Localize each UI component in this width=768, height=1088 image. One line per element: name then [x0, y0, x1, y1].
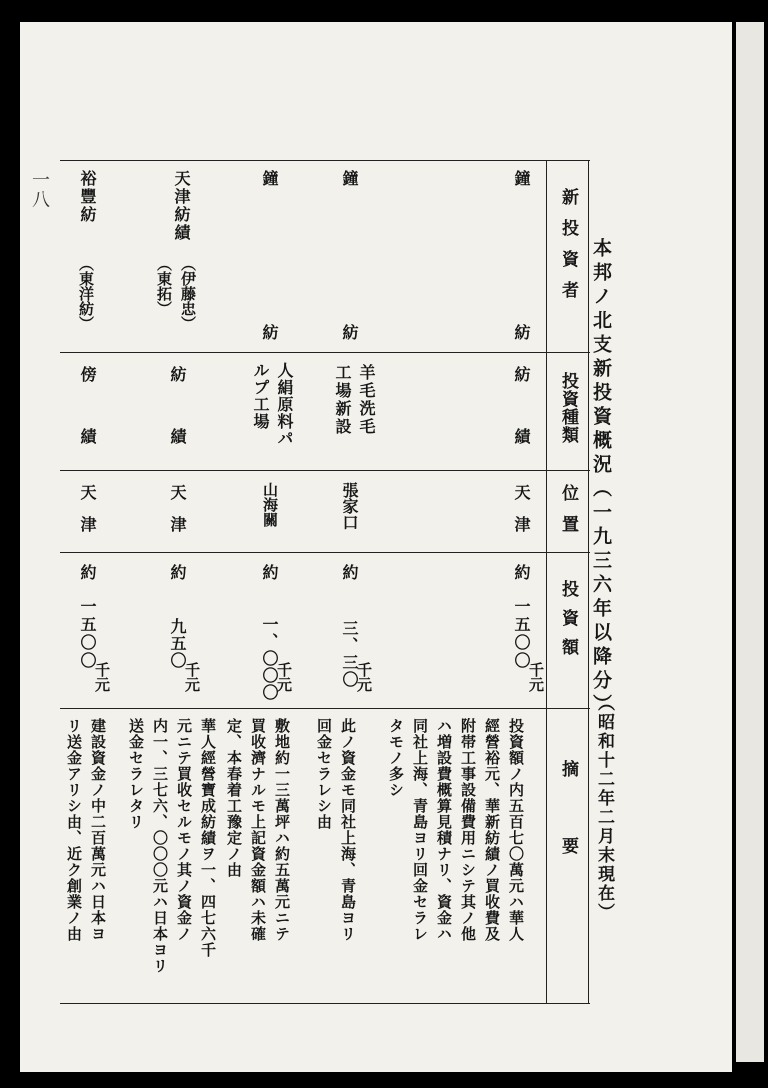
page-title: 本邦ノ北支新投資概況（一九三六年以降分） — [590, 238, 612, 718]
investor-suffix: 紡 — [340, 324, 359, 340]
investor-name: 天津紡績 — [172, 170, 191, 242]
next-page-edge — [736, 22, 764, 1062]
amount-value: 一、〇〇〇 — [260, 616, 279, 701]
investor-suffix: 紡 — [260, 324, 279, 340]
amount-value: 一五〇〇 — [512, 598, 531, 670]
header-amount: 投資額 — [558, 580, 578, 667]
amount-unit: 千元 — [355, 662, 373, 692]
investment-type: 人絹原料パ ルプ工場 — [251, 362, 294, 447]
investor-parent: （東洋紡） — [77, 256, 95, 331]
location: 山海關 — [261, 482, 279, 527]
amount-prefix: 約 — [168, 564, 187, 580]
summary: 此ノ資金モ同社上海、青島ヨリ 回金セラレシ由 — [315, 718, 357, 942]
summary: 敷地約一三萬坪ハ約五萬元ニテ 買收濟ナルモ上記資金額ハ未確 定、本春着工豫定ノ由 — [225, 718, 291, 942]
amount-prefix: 約 — [78, 564, 97, 580]
summary: 建設資金ノ中二百萬元ハ日本ヨ リ送金アリシ由、近ク創業ノ由 — [65, 718, 107, 942]
header-location: 位置 — [558, 484, 578, 546]
date-note: （昭和十二年二月末現在） — [594, 694, 614, 922]
investment-type: 紡績 — [512, 366, 531, 490]
location: 天津 — [168, 484, 187, 548]
investor-name: 鐘 — [260, 170, 279, 186]
location: 天津 — [512, 484, 531, 548]
investor-name: 鐘 — [512, 170, 531, 186]
location: 張家口 — [340, 482, 359, 530]
investor-parent: （伊藤忠）（東拓） — [155, 256, 197, 331]
investor-name: 鐘 — [340, 170, 359, 186]
header-summary: 摘要 — [558, 760, 578, 914]
amount-unit: 千元 — [93, 662, 111, 692]
header-investor: 新投資者 — [558, 188, 578, 312]
summary: 投資額ノ内五百七〇萬元ハ華人 經營裕元、華新紡績ノ買收費及 附帯工事設備費用ニシテ其ノ他 ハ増設費概算見積ナリ、資金ハ 同社上海、青島ヨリ回金セラレ タモノ多シ — [387, 718, 525, 942]
amount-unit: 千元 — [527, 662, 545, 692]
amount-prefix: 約 — [512, 564, 531, 580]
investment-type: 羊毛洗毛 工場新設 — [333, 364, 376, 436]
amount-prefix: 約 — [340, 564, 359, 580]
amount-unit: 千元 — [183, 662, 201, 692]
investor-name: 裕豐紡 — [78, 170, 97, 224]
amount-value: 九五〇 — [168, 618, 187, 669]
amount-value: 一五〇〇 — [78, 598, 97, 670]
location: 天津 — [78, 484, 97, 548]
summary: 華人經營寶成紡績ヲ一、四七六千 元ニテ買收セルモノ其ノ資金ノ 内一、三七六、〇〇〇元ハ日本ヨリ 送金セラレタリ — [127, 718, 217, 974]
investor-suffix: 紡 — [512, 324, 531, 340]
amount-prefix: 約 — [260, 564, 279, 580]
header-type: 投資種類 — [558, 372, 578, 444]
investment-type: 紡績 — [168, 366, 187, 490]
margin-note: 一八 — [29, 170, 50, 210]
amount-value: 三、三〇 — [340, 620, 359, 688]
investment-type: 傍績 — [78, 366, 97, 490]
amount-unit: 千元 — [275, 662, 293, 692]
